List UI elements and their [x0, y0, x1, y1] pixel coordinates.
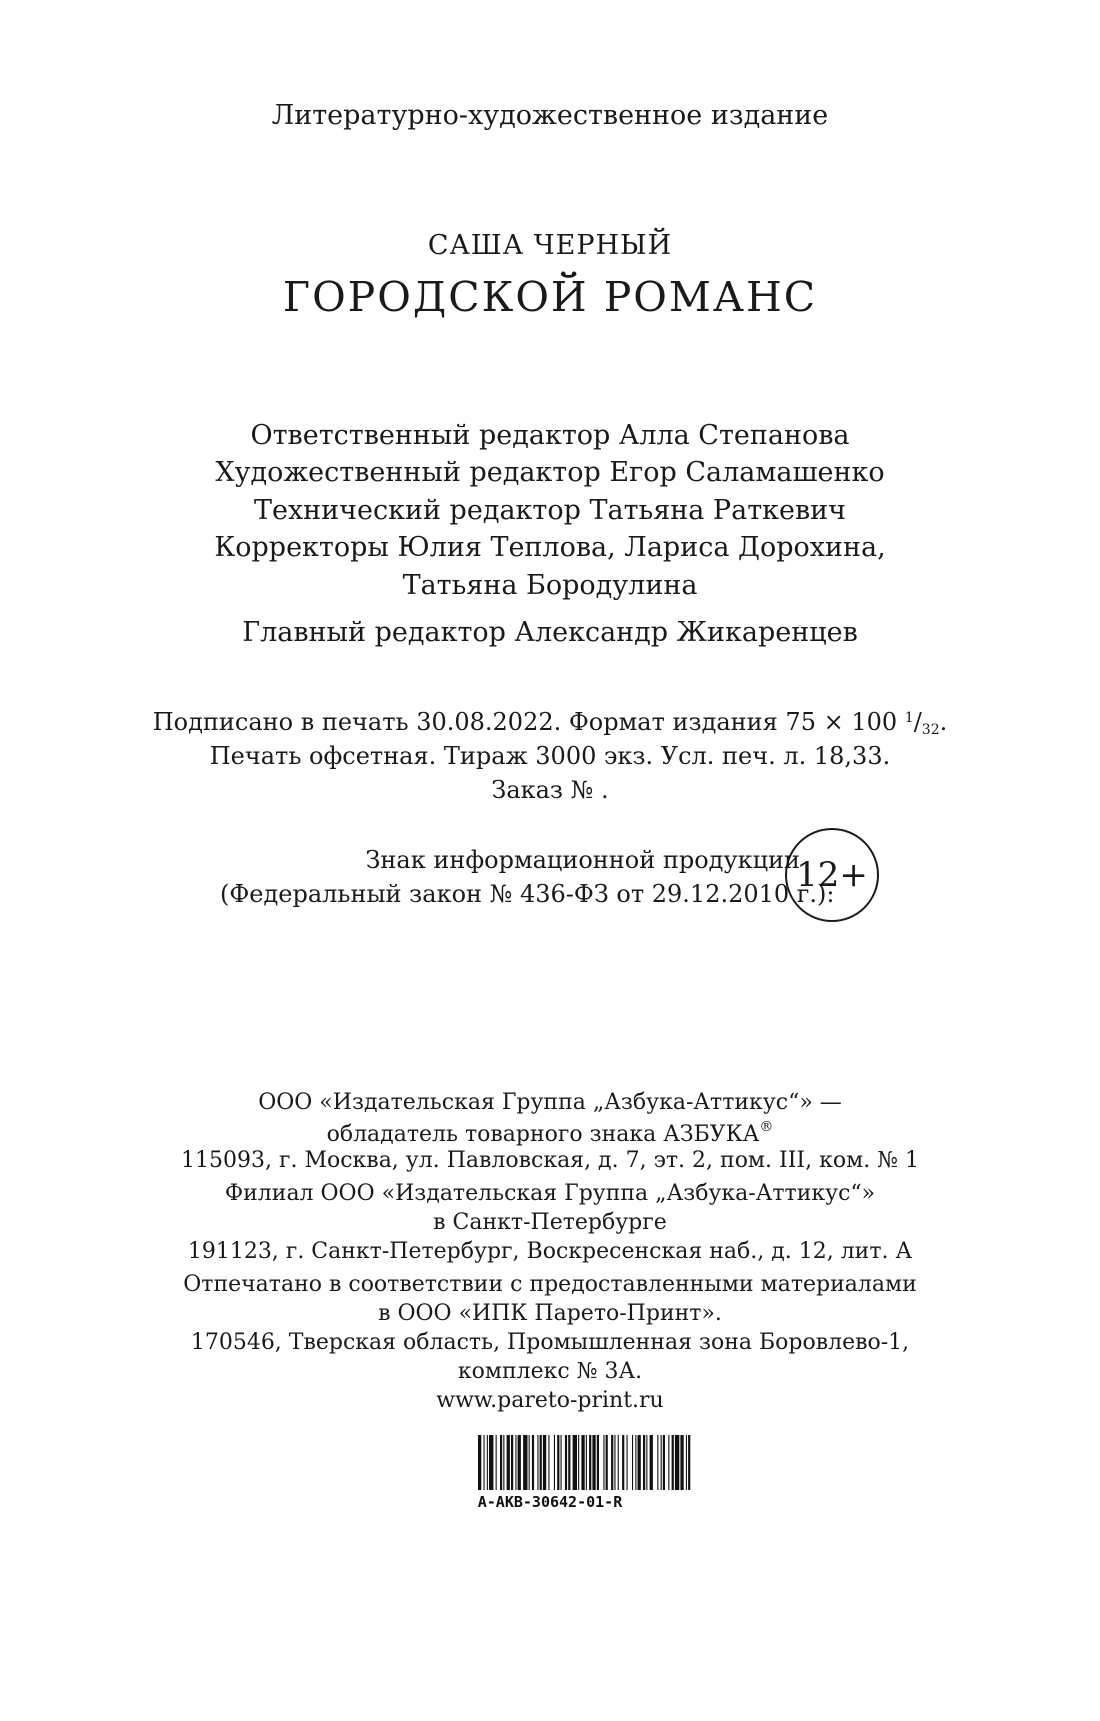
print-order-line: Заказ № . — [491, 776, 609, 804]
printer-note: Отпечатано в соответствии с предоставленными материалами — [183, 1272, 917, 1297]
printer-website: www.pareto-print.ru — [436, 1388, 664, 1413]
print-run-line: Печать офсетная. Тираж 3000 экз. Усл. печ. л. 18,33. — [209, 742, 891, 770]
age-rating-badge — [785, 828, 879, 922]
print-signed-text: Подписано в печать 30.08.2022. Формат издания 75 × 100 — [152, 708, 905, 736]
format-numerator: 1 — [904, 710, 914, 726]
publisher-trademark-text: обладатель товарного знака АЗБУКА — [326, 1122, 760, 1147]
edition-type: Литературно-художественное издание — [271, 100, 829, 131]
print-signed-line — [0, 708, 1100, 738]
format-slash: / — [913, 708, 922, 736]
branch-city: в Санкт-Петербурге — [433, 1210, 667, 1235]
credit-proofreaders-continued: Татьяна Бородулина — [402, 570, 698, 601]
publisher-trademark — [0, 1119, 1100, 1147]
branch-address: 191123, г. Санкт-Петербург, Воскресенская наб., д. 12, лит. А — [187, 1239, 913, 1264]
credit-technical-editor: Технический редактор Татьяна Раткевич — [253, 495, 847, 526]
publisher-name: ООО «Издательская Группа „Азбука-Аттикус“» — — [258, 1090, 842, 1115]
registered-mark: ® — [759, 1119, 774, 1135]
barcode-code: A-AKB-30642-01-R — [477, 1493, 623, 1511]
barcode-icon — [478, 1435, 818, 1490]
credit-art-editor: Художественный редактор Егор Саламашенко — [215, 457, 885, 488]
printer-address-continued: комплекс № 3А. — [457, 1359, 643, 1384]
branch-name: Филиал ООО «Издательская Группа „Азбука-Аттикус“» — [224, 1181, 876, 1206]
printer-name: в ООО «ИПК Парето-Принт». — [378, 1301, 722, 1326]
age-rating-text: 12+ — [796, 855, 868, 895]
format-denominator: 32 — [921, 722, 940, 738]
book-author: САША ЧЕРНЫЙ — [427, 230, 673, 261]
book-title: ГОРОДСКОЙ РОМАНС — [282, 273, 818, 321]
age-sign-law: (Федеральный закон № 436-ФЗ от 29.12.2010 г.): — [220, 880, 835, 908]
age-sign-label: Знак информационной продукции — [365, 846, 800, 874]
publisher-address: 115093, г. Москва, ул. Павловская, д. 7, эт. 2, пом. III, ком. № 1 — [180, 1148, 919, 1173]
credit-proofreaders: Корректоры Юлия Теплова, Лариса Дорохина, — [214, 532, 886, 563]
credit-chief-editor: Главный редактор Александр Жикаренцев — [242, 617, 858, 648]
printer-address: 170546, Тверская область, Промышленная зона Боровлево-1, — [190, 1330, 910, 1355]
format-end: . — [939, 708, 948, 736]
credit-managing-editor: Ответственный редактор Алла Степанова — [250, 420, 850, 451]
